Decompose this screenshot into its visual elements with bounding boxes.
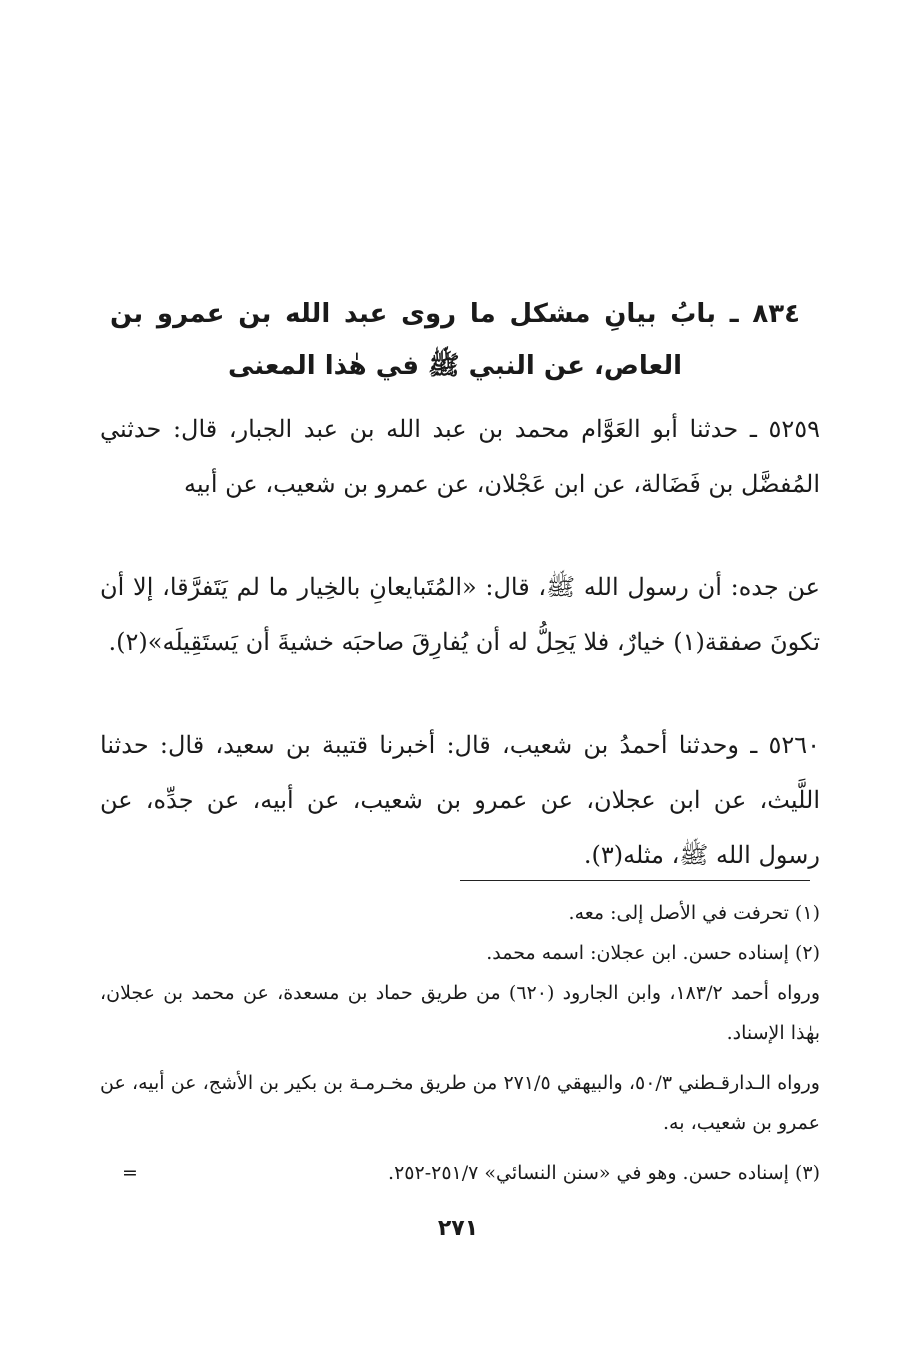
footnote-3: (٣) إسناده حسن. وهو في «سنن النسائي» ٢٥١/٧-٢٥٢. <box>388 1162 820 1184</box>
footnote-1: (١) تحرفت في الأصل إلى: معه. <box>568 902 820 924</box>
chapter-title-line-1: ٨٣٤ ـ بابُ بيانِ مشكل ما روى عبد الله بن عمرو بن <box>110 299 800 329</box>
chapter-title-line-2: العاص، عن النبي ﷺ في هٰذا المعنى <box>227 351 683 381</box>
footnote-2-continued-b: ورواه الـدارقـطني ٥٠/٣، والبيهقي ٢٧١/٥ من طريق مخـرمـة بن بكير بن الأشج، عن أبيه، عن عمرو بن شعيب، به. <box>100 1072 820 1134</box>
chapter-title <box>110 288 800 392</box>
footnote-2-continued-a: ورواه أحمد ١٨٣/٢، وابن الجارود (٦٢٠) من طريق حماد بن مسعدة، عن محمد بن عجلان، بهٰذا الإسناد. <box>100 982 820 1044</box>
continuation-marker: = <box>122 1162 138 1184</box>
footnote-2: (٢) إسناده حسن. ابن عجلان: اسمه محمد. <box>486 942 820 964</box>
hadith-paragraph-matn: عن جده: أن رسول الله ﷺ، قال: «المُتَبايعانِ بالخِيار ما لم يَتَفرَّقا، إلا أن تكونَ صفقة(١) خيارٌ، فلا يَحِلُّ له أن يُفارِقَ صاحبَه خشيةَ أن يَستَقِيلَه»(٢). <box>100 573 820 656</box>
footnote-divider <box>460 880 810 881</box>
page-number: ٢٧١ <box>437 1216 479 1241</box>
hadith-paragraph-5259: ٥٢٥٩ ـ حدثنا أبو العَوَّام محمد بن عبد الله بن عبد الجبار، قال: حدثني المُفضَّل بن فَضَالة، عن ابن عَجْلان، عن عمرو بن شعيب، عن أبيه <box>100 415 820 498</box>
hadith-paragraph-5260: ٥٢٦٠ ـ وحدثنا أحمدُ بن شعيب، قال: أخبرنا قتيبة بن سعيد، قال: حدثنا اللَّيث، عن ابن عجلان، عن عمرو بن شعيب، عن أبيه، عن جدِّه، عن رسول الله ﷺ، مثله(٣). <box>100 731 820 869</box>
